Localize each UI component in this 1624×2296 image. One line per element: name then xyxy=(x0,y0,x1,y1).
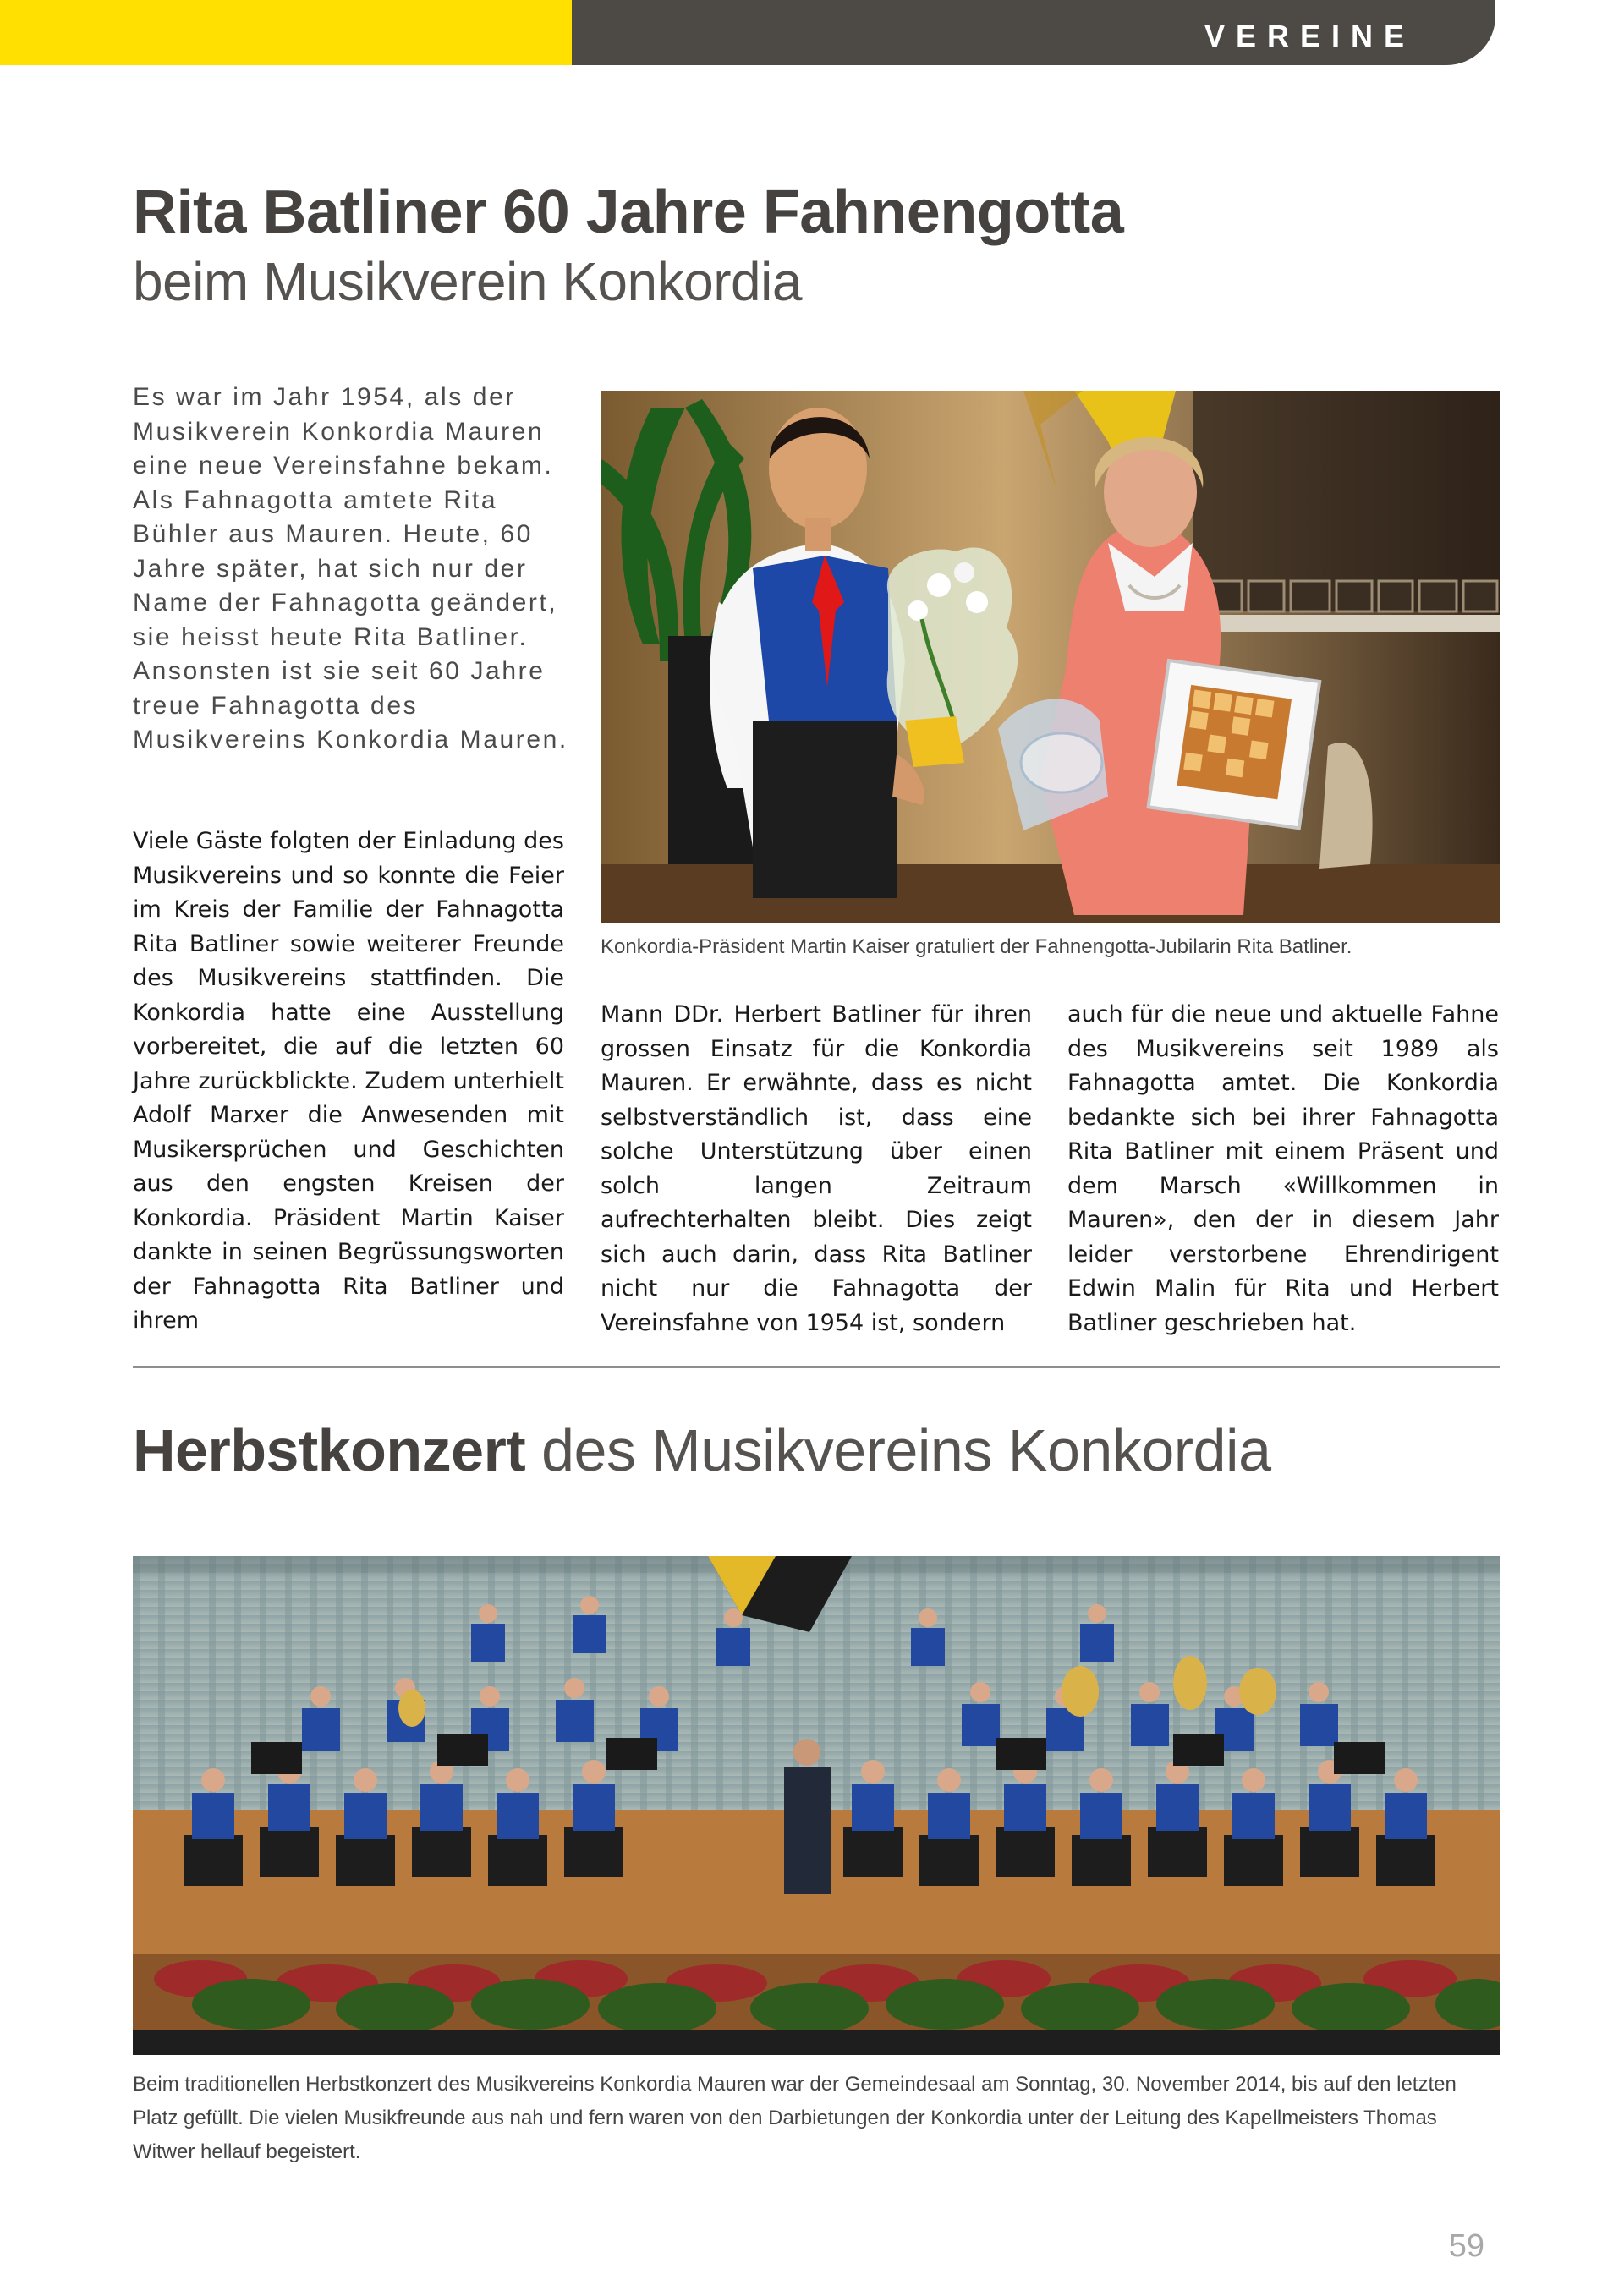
article1-title-light: beim Musikverein Konkordia xyxy=(133,250,802,312)
section-divider xyxy=(133,1366,1500,1368)
article1-title-bold: Rita Batliner 60 Jahre Fahnengotta xyxy=(133,178,1124,246)
article1-intro: Es war im Jahr 1954, als der Musikverein Konkordia Mauren eine neue Vereinsfahne bekam. Als Fahnagotta amtete Rita Bühler aus Mauren. Heute, 60 Jahre später, hat sich nur der Name der Fahnagotta geändert, sie heisst heute Rita Batliner. Ansonsten ist sie seit 60 Jahre treue Fahnagotta des Musikvereins Konkordia Mauren. xyxy=(133,383,568,753)
award-photo xyxy=(601,391,1500,923)
section-label: VEREINE xyxy=(1204,19,1415,53)
article1-column-2: Mann DDr. Herbert Batliner für ihren grossen Einsatz für die Konkordia Mauren. Er erwähnte, dass es nicht selbstverständlich ist, dass eine solche Unterstützung über einen solch langen Zeitraum aufrechterhalten bleibt. Dies zeigt sich auch darin, dass Rita Batliner nicht nur die Fahnagotta der Vereinsfahne von 1954 ist, sondern xyxy=(601,1001,1032,1336)
article1-column-1: Viele Gäste folgten der Einladung des Musikvereins und so konnte die Feier im Kreis der Familie der Fahnagotta Rita Batliner sowie weiterer Freunde des Musikvereins stattfinden. Die Konkordia hatte eine Ausstellung vorbereitet, die auf die letzten 60 Jahre zurückblickte. Zudem unterhielt Adolf Marxer die Anwesenden mit Musikersprüchen und Geschichten aus den engsten Kreisen der Konkordia. Präsident Martin Kaiser dankte in seinen Begrüssungsworten der Fahnagotta Rita Batliner und ihrem xyxy=(133,828,564,1334)
concert-photo-caption: Beim traditionellen Herbstkonzert des Musikvereins Konkordia Mauren war der Gemeindesaal am Sonntag, 30. November 2014, bis auf den letzten Platz gefüllt. Die vielen Musikfreunde aus nah und fern waren von den Darbietungen der Konkordia unter der Leitung des Kapellmeisters Thomas Witwer hellauf begeistert. xyxy=(133,2073,1457,2163)
article2-title-bold: Herbstkonzert xyxy=(133,1417,526,1483)
page-number: 59 xyxy=(1448,2228,1484,2264)
concert-photo xyxy=(133,1556,1500,2055)
header-section-bar xyxy=(572,0,1495,65)
award-photo-caption: Konkordia-Präsident Martin Kaiser gratuliert der Fahnengotta-Jubilarin Rita Batliner. xyxy=(601,935,1352,958)
article2-title-light: des Musikvereins Konkordia xyxy=(525,1417,1271,1483)
article2-title xyxy=(133,1417,1271,1484)
header-accent-bar xyxy=(0,0,572,65)
article1-title xyxy=(133,178,1123,315)
article1-column-3: auch für die neue und aktuelle Fahne des Musikvereins seit 1989 als Fahnagotta amtet. Die Konkordia bedankte sich bei ihrer Fahnagotta Rita Batliner mit einem Präsent und dem Marsch «Willkommen in Mauren», den der in diesem Jahr leider verstorbene Ehrendirigent Edwin Malin für Rita und Herbert Batliner geschrieben hat. xyxy=(1067,1001,1499,1336)
